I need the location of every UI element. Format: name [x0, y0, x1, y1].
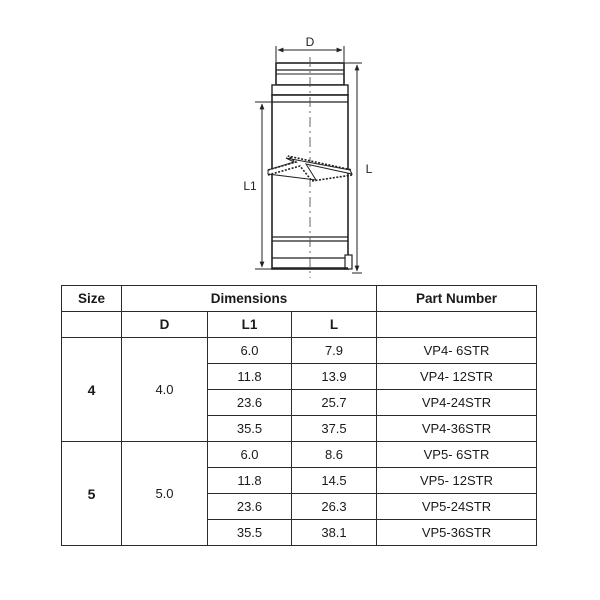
part-number-cell: VP4- 6STR	[377, 338, 537, 364]
part-number-header: Part Number	[377, 286, 537, 312]
size-cell: 5	[62, 442, 122, 546]
spec-table	[61, 285, 537, 546]
part-number-cell: VP5- 12STR	[377, 468, 537, 494]
l-cell: 13.9	[292, 364, 377, 390]
d-cell: 4.0	[122, 338, 208, 442]
effective-length-dimension	[255, 102, 272, 269]
part-number-cell: VP5-24STR	[377, 494, 537, 520]
table-header-row	[62, 286, 537, 312]
l-cell: 26.3	[292, 494, 377, 520]
part-number-cell: VP5-36STR	[377, 520, 537, 546]
l1-cell: 23.6	[208, 494, 292, 520]
part-subheader-empty	[377, 312, 537, 338]
part-number-cell: VP4-24STR	[377, 390, 537, 416]
l-cell: 14.5	[292, 468, 377, 494]
l-cell: 38.1	[292, 520, 377, 546]
l1-cell: 35.5	[208, 416, 292, 442]
table-row	[62, 338, 537, 364]
effective-length-label: L1	[243, 179, 257, 193]
l-header: L	[292, 312, 377, 338]
l-cell: 8.6	[292, 442, 377, 468]
d-header: D	[122, 312, 208, 338]
size-header: Size	[62, 286, 122, 312]
size-cell: 4	[62, 338, 122, 442]
l1-header: L1	[208, 312, 292, 338]
table-row	[62, 442, 537, 468]
pipe-diagram	[0, 0, 600, 285]
l-cell: 7.9	[292, 338, 377, 364]
size-subheader-empty	[62, 312, 122, 338]
l-cell: 25.7	[292, 390, 377, 416]
l-cell: 37.5	[292, 416, 377, 442]
dimensions-header: Dimensions	[122, 286, 377, 312]
l1-cell: 23.6	[208, 390, 292, 416]
l1-cell: 11.8	[208, 364, 292, 390]
d-cell: 5.0	[122, 442, 208, 546]
table-subheader-row	[62, 312, 537, 338]
part-number-cell: VP4-36STR	[377, 416, 537, 442]
overall-length-label: L	[365, 162, 373, 176]
diameter-label: D	[305, 35, 315, 49]
l1-cell: 6.0	[208, 442, 292, 468]
pipe-bottom-lock	[345, 255, 352, 269]
part-number-cell: VP4- 12STR	[377, 364, 537, 390]
l1-cell: 35.5	[208, 520, 292, 546]
l1-cell: 6.0	[208, 338, 292, 364]
part-number-cell: VP5- 6STR	[377, 442, 537, 468]
l1-cell: 11.8	[208, 468, 292, 494]
